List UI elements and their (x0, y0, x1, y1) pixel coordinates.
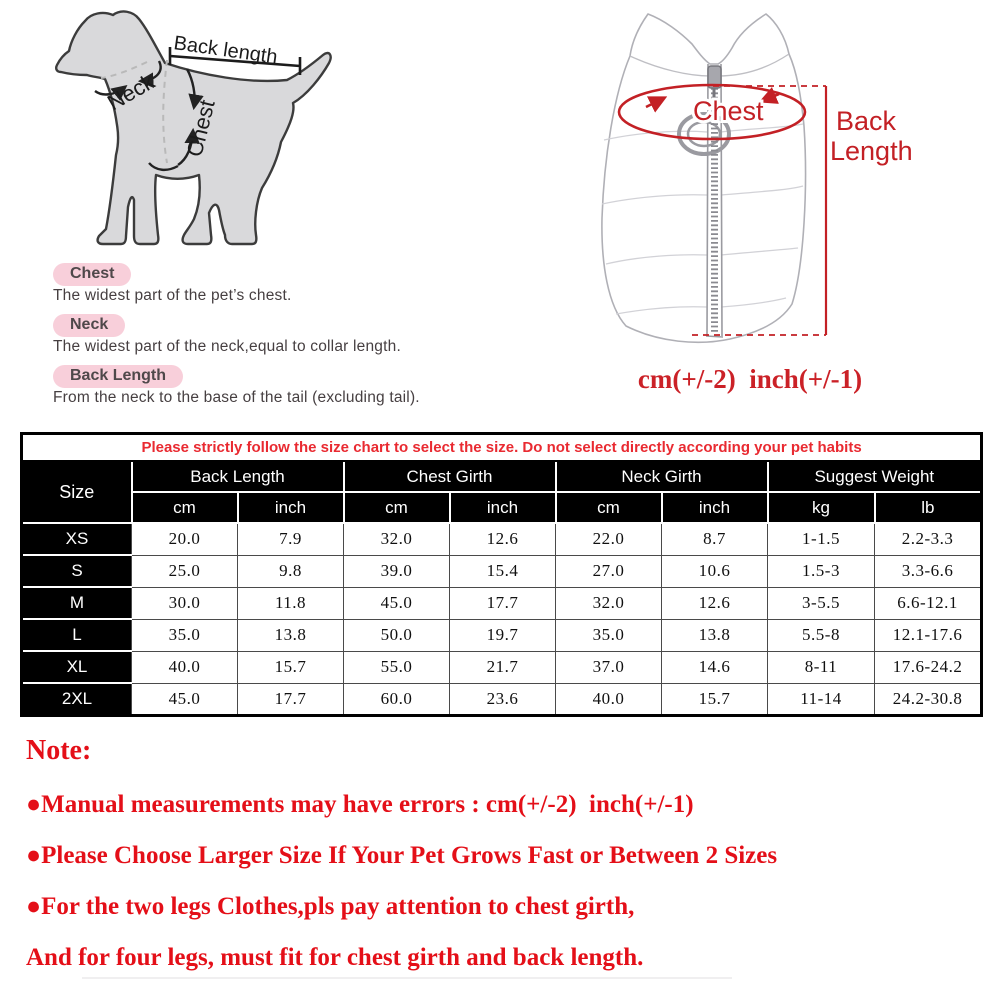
size-label: L (22, 619, 132, 651)
table-cell: 60.0 (344, 683, 450, 716)
table-cell: 32.0 (556, 587, 662, 619)
vest-chest-label: Chest (693, 96, 764, 126)
table-cell: 55.0 (344, 651, 450, 683)
col-header-size: Size (22, 461, 132, 523)
unit-header: lb (875, 492, 982, 523)
table-cell: 10.6 (662, 555, 768, 587)
vest-outline (602, 14, 806, 342)
col-header-back-length: Back Length (132, 461, 344, 492)
size-label: M (22, 587, 132, 619)
table-cell: 45.0 (344, 587, 450, 619)
table-cell: 22.0 (556, 523, 662, 555)
dog-measurement-diagram (15, 3, 370, 268)
table-cell: 40.0 (556, 683, 662, 716)
col-header-neck-girth: Neck Girth (556, 461, 768, 492)
table-cell: 45.0 (132, 683, 238, 716)
table-cell: 17.7 (450, 587, 556, 619)
col-header-suggest-weight: Suggest Weight (768, 461, 982, 492)
table-cell: 20.0 (132, 523, 238, 555)
table-cell: 2.2-3.3 (875, 523, 982, 555)
table-cell: 30.0 (132, 587, 238, 619)
table-cell: 15.4 (450, 555, 556, 587)
table-cell: 17.7 (238, 683, 344, 716)
vest-measurement-diagram (580, 8, 1000, 360)
unit-header: cm (344, 492, 450, 523)
table-cell: 39.0 (344, 555, 450, 587)
table-cell: 14.6 (662, 651, 768, 683)
unit-header: inch (662, 492, 768, 523)
dog-back-length-label: Back length (172, 32, 279, 69)
dog-neck-label: Neck (103, 68, 159, 116)
table-cell: 6.6-12.1 (875, 587, 982, 619)
notes-title: Note: (26, 735, 92, 766)
back-length-definition-text: From the neck to the base of the tail (excluding tail). (53, 389, 420, 406)
size-label: XL (22, 651, 132, 683)
vest-back-label-line2: Length (830, 136, 913, 166)
table-cell: 12.6 (662, 587, 768, 619)
size-chart-table (20, 432, 983, 717)
table-row (22, 651, 982, 683)
table-cell: 27.0 (556, 555, 662, 587)
table-instruction: Please strictly follow the size chart to select the size. Do not select directly according your pet habits (22, 434, 982, 462)
back-length-term-pill: Back Length (53, 365, 183, 388)
table-row (22, 587, 982, 619)
col-header-chest-girth: Chest Girth (344, 461, 556, 492)
definition-neck (53, 314, 420, 356)
table-cell: 11.8 (238, 587, 344, 619)
table-row (22, 619, 982, 651)
note-line: And for four legs, must fit for chest girth and back length. (26, 944, 644, 971)
table-cell: 37.0 (556, 651, 662, 683)
chest-term-pill: Chest (53, 263, 131, 286)
table-cell: 3.3-6.6 (875, 555, 982, 587)
table-cell: 35.0 (556, 619, 662, 651)
table-row (22, 523, 982, 555)
table-cell: 13.8 (238, 619, 344, 651)
table-row (22, 683, 982, 716)
measurement-definitions (53, 263, 420, 416)
size-label: XS (22, 523, 132, 555)
definition-back-length (53, 365, 420, 407)
table-cell: 24.2-30.8 (875, 683, 982, 716)
table-cell: 5.5-8 (768, 619, 875, 651)
table-cell: 25.0 (132, 555, 238, 587)
table-cell: 11-14 (768, 683, 875, 716)
notes-section (26, 735, 976, 995)
table-cell: 23.6 (450, 683, 556, 716)
table-cell: 19.7 (450, 619, 556, 651)
note-line: ●Please Choose Larger Size If Your Pet Grows Fast or Between 2 Sizes (26, 842, 778, 869)
unit-header: cm (132, 492, 238, 523)
note-line: ●For the two legs Clothes,pls pay attention to chest girth, (26, 893, 635, 920)
table-cell: 50.0 (344, 619, 450, 651)
table-cell: 3-5.5 (768, 587, 875, 619)
definition-chest (53, 263, 420, 305)
tolerance-note: cm(+/-2) inch(+/-1) (637, 364, 863, 394)
table-cell: 7.9 (238, 523, 344, 555)
table-cell: 12.6 (450, 523, 556, 555)
unit-header: inch (238, 492, 344, 523)
table-row (22, 555, 982, 587)
table-cell: 9.8 (238, 555, 344, 587)
unit-header: kg (768, 492, 875, 523)
table-cell: 15.7 (238, 651, 344, 683)
table-cell: 8.7 (662, 523, 768, 555)
size-label: S (22, 555, 132, 587)
size-chart (20, 432, 983, 717)
table-cell: 8-11 (768, 651, 875, 683)
table-cell: 1-1.5 (768, 523, 875, 555)
table-cell: 1.5-3 (768, 555, 875, 587)
bottom-divider (82, 977, 732, 979)
table-cell: 35.0 (132, 619, 238, 651)
vest-back-label-line1: Back (836, 106, 897, 136)
neck-term-pill: Neck (53, 314, 125, 337)
table-cell: 12.1-17.6 (875, 619, 982, 651)
neck-definition-text: The widest part of the neck,equal to collar length. (53, 338, 401, 355)
table-cell: 17.6-24.2 (875, 651, 982, 683)
size-label: 2XL (22, 683, 132, 716)
table-cell: 13.8 (662, 619, 768, 651)
table-cell: 15.7 (662, 683, 768, 716)
table-cell: 32.0 (344, 523, 450, 555)
note-line: ●Manual measurements may have errors : cm(+/-2) inch(+/-1) (26, 791, 694, 818)
chest-definition-text: The widest part of the pet’s chest. (53, 287, 292, 304)
unit-header: cm (556, 492, 662, 523)
dog-chest-label: Chest (181, 97, 220, 160)
table-cell: 40.0 (132, 651, 238, 683)
unit-header: inch (450, 492, 556, 523)
table-cell: 21.7 (450, 651, 556, 683)
